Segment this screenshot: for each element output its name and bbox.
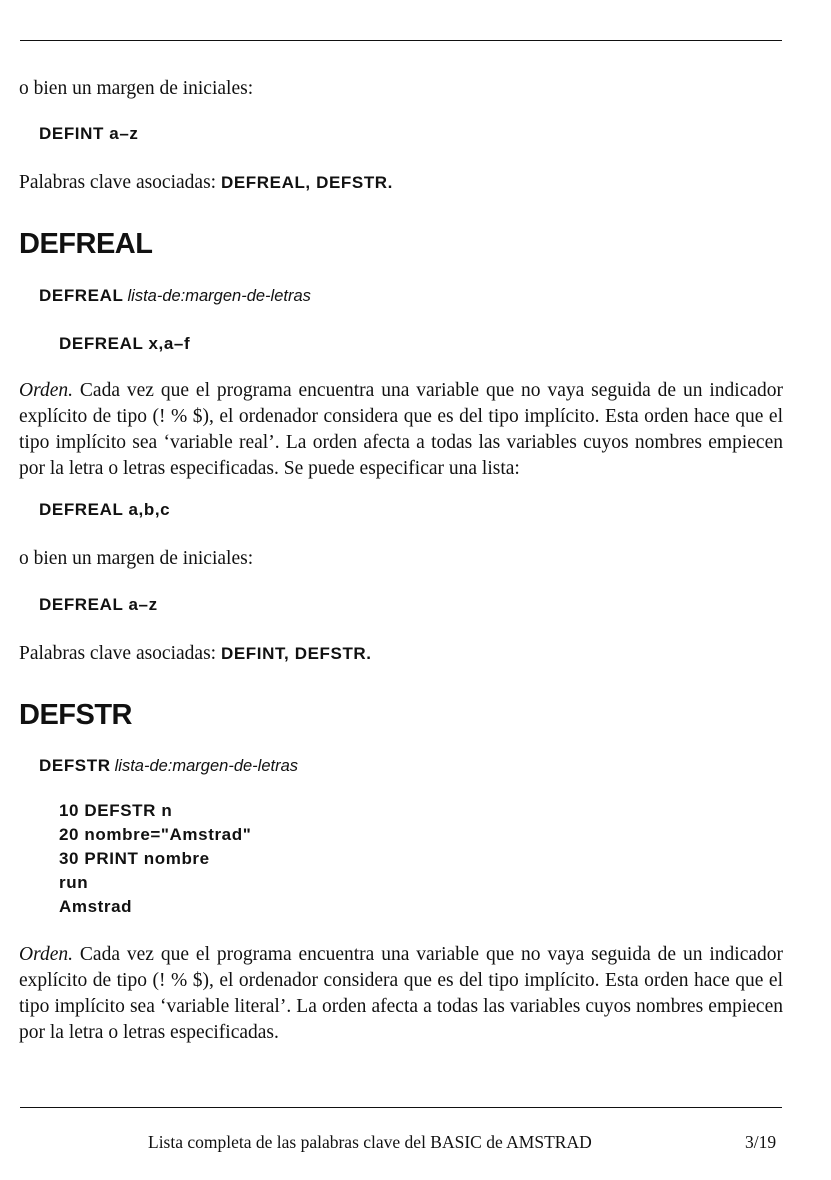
related-prefix: Palabras clave asociadas: (19, 172, 221, 193)
code-line: run (59, 873, 89, 892)
defstr-syntax (39, 756, 298, 776)
defreal-margin-example: DEFREAL a–z (39, 595, 158, 614)
defstr-description (19, 942, 783, 1046)
code-line: 30 PRINT nombre (59, 849, 210, 868)
defstr-description-text: Cada vez que el programa encuentra una variable que no vaya seguida de un indicador explícito de tipo (! % $), el ordenador considera que es del tipo implícito. Esta orden hace que el tipo implícito sea ‘variable literal’. La orden afecta a todas las variables cuyos nombres empiecen por la letra o letras especificadas. (19, 944, 783, 1043)
defstr-syntax-keyword: DEFSTR (39, 756, 111, 775)
intro-code-example: DEFINT a–z (39, 124, 139, 143)
defstr-code-block (59, 799, 251, 919)
page-number: 3/19 (745, 1132, 777, 1152)
defreal-description-label: Orden. (19, 380, 73, 401)
defreal-description-text: Cada vez que el programa encuentra una variable que no vaya seguida de un indicador explícito de tipo (! % $), el ordenador considera que es del tipo implícito. Esta orden hace que el tipo implícito sea ‘variable real’. La orden afecta a todas las variables cuyos nombres empiecen por la letra o letras especificadas. Se puede especificar una lista: (19, 380, 783, 479)
defstr-description-label: Orden. (19, 944, 73, 965)
code-line: Amstrad (59, 897, 133, 916)
bottom-rule (20, 1107, 782, 1108)
intro-lead-text: o bien un margen de iniciales: (19, 78, 254, 99)
defreal-syntax (39, 286, 311, 306)
defstr-heading: DEFSTR (19, 699, 132, 731)
defreal-margin-text: o bien un margen de iniciales: (19, 548, 254, 569)
defreal-description (19, 378, 783, 482)
defreal-heading: DEFREAL (19, 228, 153, 260)
code-line: 10 DEFSTR n (59, 801, 173, 820)
defreal-list-example: DEFREAL a,b,c (39, 500, 171, 519)
code-line: 20 nombre="Amstrad" (59, 825, 252, 844)
intro-related-keywords (19, 170, 393, 196)
defreal-example: DEFREAL x,a–f (59, 334, 191, 353)
defreal-syntax-keyword: DEFREAL (39, 286, 124, 305)
top-rule (20, 40, 782, 41)
related-keywords: DEFINT, DEFSTR. (220, 644, 372, 663)
related-prefix: Palabras clave asociadas: (19, 643, 221, 664)
defstr-syntax-argument: lista-de:margen-de-letras (114, 757, 299, 775)
defreal-related-keywords (19, 641, 372, 667)
footer-title: Lista completa de las palabras clave del BASIC de AMSTRAD (148, 1132, 592, 1152)
related-keywords: DEFREAL, DEFSTR. (220, 173, 393, 192)
defreal-syntax-argument: lista-de:margen-de-letras (127, 287, 311, 305)
